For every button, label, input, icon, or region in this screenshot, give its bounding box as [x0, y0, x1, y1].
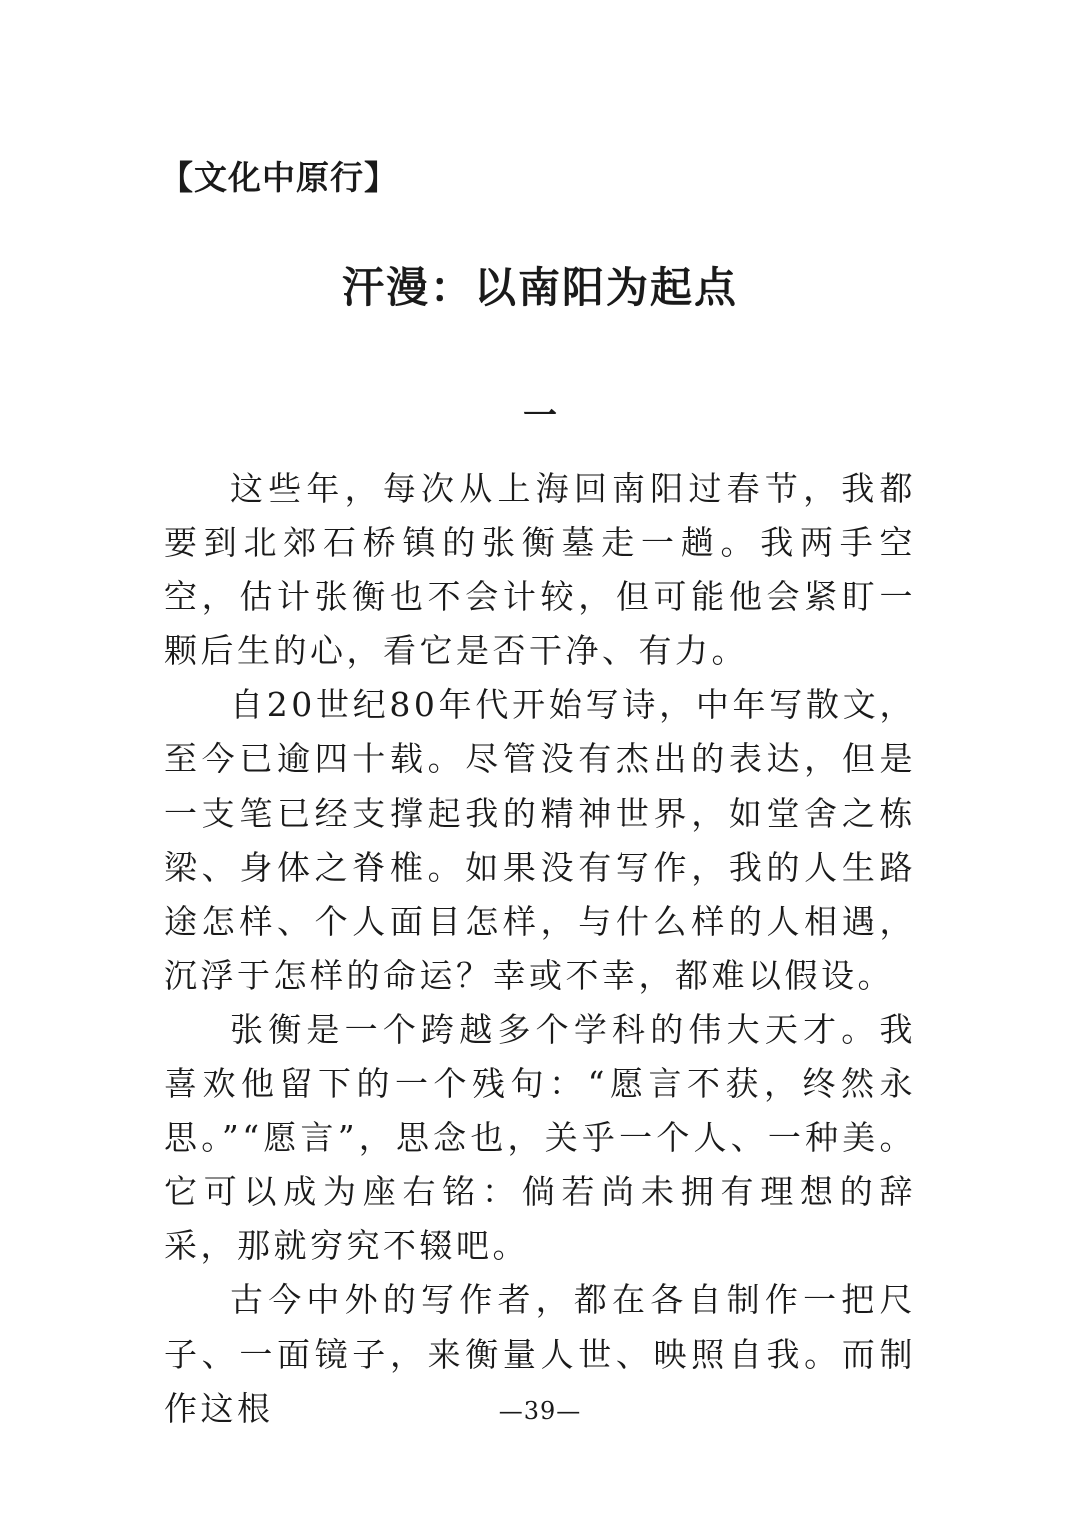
- paragraph: 古今中外的写作者，都在各自制作一把尺子、一面镜子，来衡量人世、映照自我。而制作这根: [164, 1280, 916, 1428]
- article-title: 汗漫：以南阳为起点: [341, 263, 738, 312]
- part-marker: 一: [523, 396, 557, 436]
- paragraph: 自20世纪80年代开始写诗，中年写散文，至今已逾四十载。尽管没有杰出的表达，但是一支笔已经支撑起我的精神世界，如堂舍之栋梁、身体之脊椎。如果没有写作，我的人生路途怎样、个人面目怎样，与什么样的人相遇，沉浮于怎样的命运？幸或不幸，都难以假设。: [164, 685, 916, 995]
- section-tag: 【文化中原行】: [160, 158, 398, 197]
- paragraph: 张衡是一个跨越多个学科的伟大天才。我喜欢他留下的一个残句：“愿言不获，终然永思。”“愿言”，思念也，关乎一个人、一种美。它可以成为座右铭：倘若尚未拥有理想的辞采，那就穷究不辍吧。: [164, 1009, 916, 1266]
- page-number: —39—: [498, 1397, 582, 1425]
- paragraph: 这些年，每次从上海回南阳过春节，我都要到北郊石桥镇的张衡墓走一趟。我两手空空，估计张衡也不会计较，但可能他会紧盯一颗后生的心，看它是否干净、有力。: [164, 469, 916, 671]
- article-body: [164, 462, 916, 1436]
